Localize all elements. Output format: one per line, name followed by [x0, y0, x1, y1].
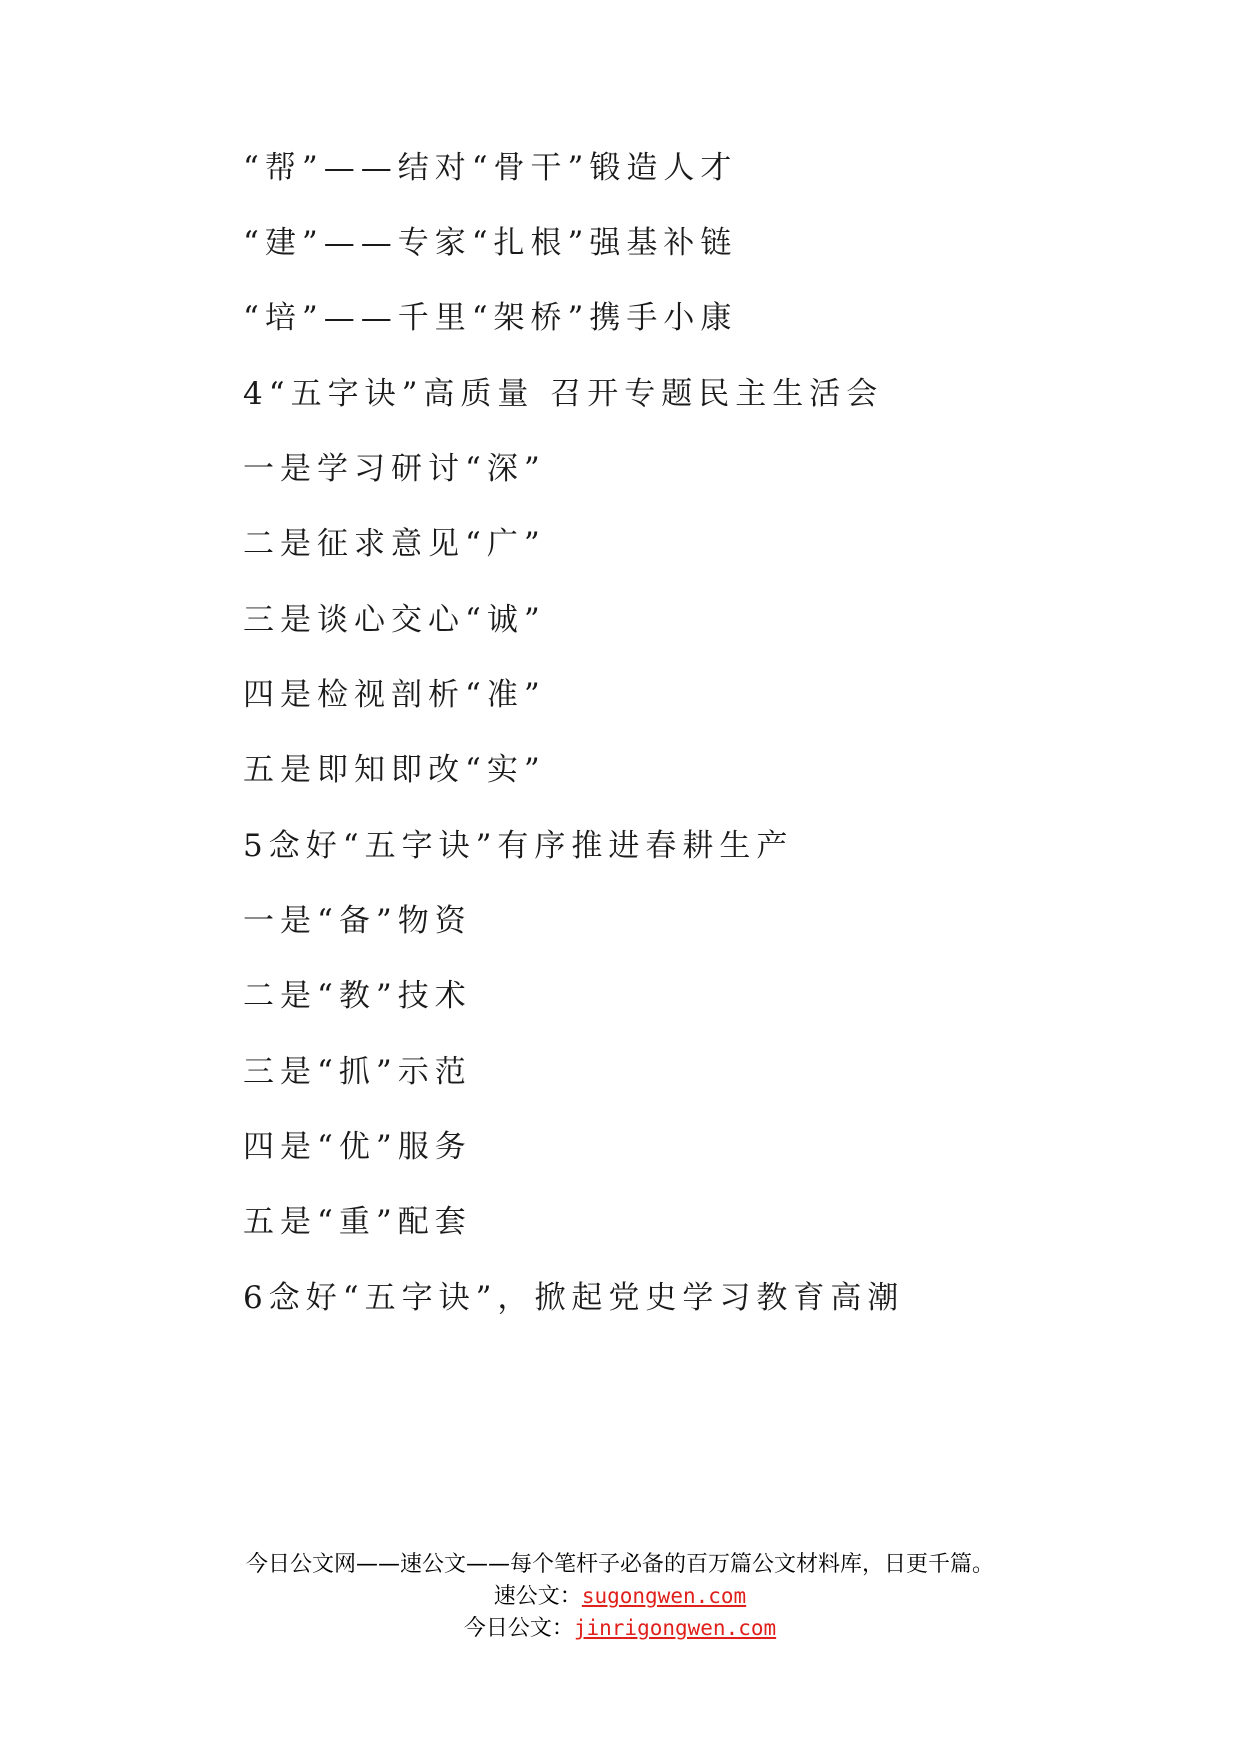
footer-site1-label: 速公文：: [493, 1584, 582, 1609]
section-heading: 5念好“五字诀”有序推进春耕生产: [243, 828, 794, 864]
body-line: 四是“优”服务: [243, 1129, 472, 1165]
section-heading: 4“五字诀”高质量 召开专题民主生活会: [243, 376, 884, 412]
footer-site2-label: 今日公文：: [463, 1616, 574, 1641]
body-line: 二是征求意见“广”: [243, 526, 546, 562]
body-line: 二是“教”技术: [243, 978, 472, 1014]
body-line: 一是学习研讨“深”: [243, 451, 546, 487]
body-line: 四是检视剖析“准”: [243, 677, 546, 713]
body-line: “培”——千里“架桥”携手小康: [243, 300, 738, 336]
body-line: 五是“重”配套: [243, 1204, 472, 1240]
body-line: “建”——专家“扎根”强基补链: [243, 225, 738, 261]
footer-site1: [0, 1579, 1240, 1610]
body-line: 三是谈心交心“诚”: [243, 602, 546, 638]
body-line: 一是“备”物资: [243, 903, 472, 939]
body-line: 三是“抓”示范: [243, 1054, 472, 1090]
footer-site2-link[interactable]: jinrigongwen.com: [573, 1616, 777, 1640]
section-heading: 6念好“五字诀”，掀起党史学习教育高潮: [243, 1280, 905, 1316]
footer-site2: [0, 1611, 1240, 1642]
body-line: 五是即知即改“实”: [243, 752, 546, 788]
footer-slogan: 今日公文网——速公文——每个笔杆子必备的百万篇公文材料库，日更千篇。: [245, 1552, 994, 1577]
body-line: “帮”——结对“骨干”锻造人才: [243, 150, 738, 186]
footer-site1-link[interactable]: sugongwen.com: [581, 1584, 747, 1608]
